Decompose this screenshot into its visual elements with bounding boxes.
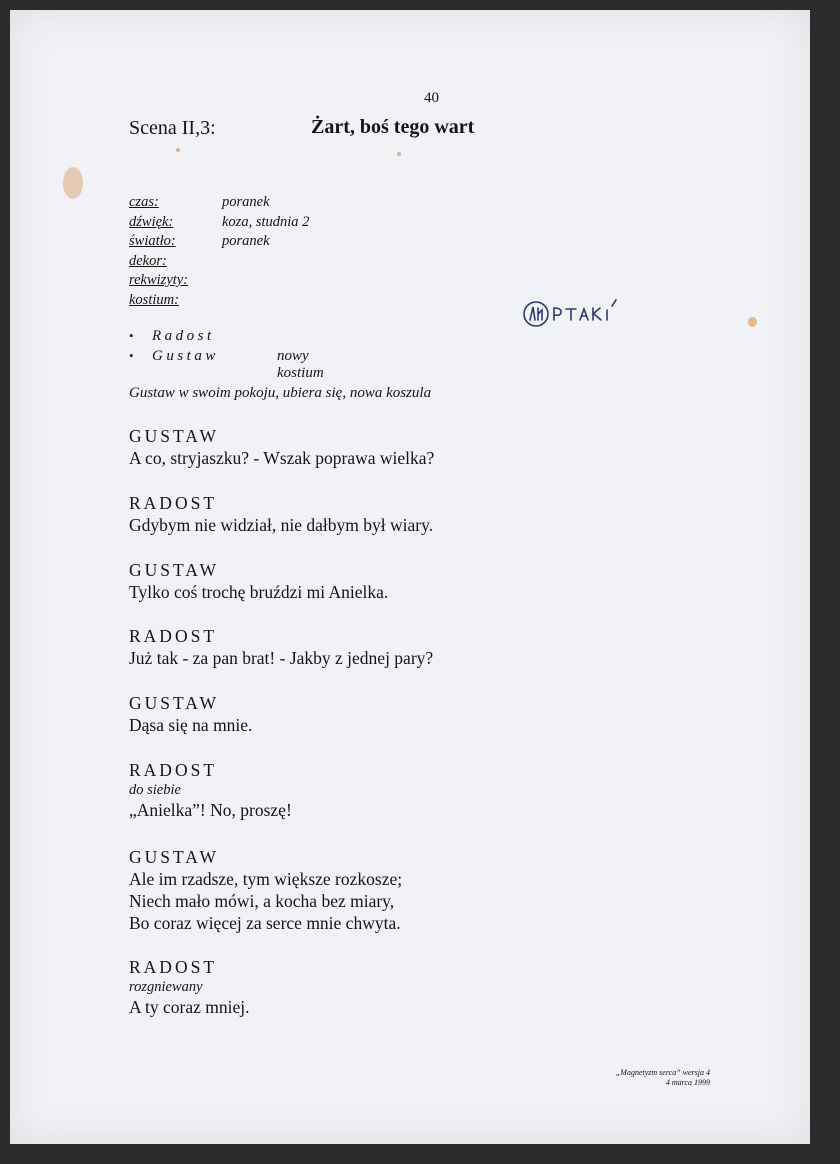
speech-block [129, 492, 433, 536]
metadata-key: rekwizyty: [129, 272, 189, 288]
speaker-direction: rozgniewany [129, 979, 203, 995]
stain-mark [176, 148, 180, 152]
stain-mark [63, 167, 83, 199]
footer-version: „Magnetyzm serca” wersja 4 [615, 1068, 710, 1077]
bullet-icon: • [129, 348, 134, 363]
dialogue-line: Ale im rzadsze, tym większe rozkosze; [129, 869, 403, 889]
metadata-key: światło: [129, 233, 176, 249]
metadata-value: poranek [222, 233, 270, 249]
scene-title: Żart, boś tego wart [311, 116, 475, 138]
speaker-name: RADOST [129, 493, 218, 513]
stain-mark [748, 317, 757, 327]
speaker-name: RADOST [129, 760, 218, 780]
speech-block [129, 692, 252, 736]
dialogue-line: Już tak - za pan brat! - Jakby z jednej pary? [129, 648, 434, 668]
speaker-name: GUSTAW [129, 847, 220, 867]
page-number: 40 [424, 90, 439, 106]
dialogue-line: Tylko coś trochę bruździ mi Anielka. [129, 582, 389, 602]
dialogue-line: Gdybym nie widział, nie dałbym był wiary. [129, 515, 434, 535]
cast-note: nowy kostium [277, 348, 324, 381]
speaker-name: RADOST [129, 626, 218, 646]
speech-block [129, 625, 433, 669]
handwritten-note [520, 298, 670, 338]
metadata-key: dźwięk: [129, 213, 174, 230]
bullet-icon: • [129, 328, 134, 343]
speech-block [129, 956, 250, 1018]
cast-name: Gustaw [152, 348, 219, 364]
dialogue-line: Bo coraz więcej za serce mnie chwyta. [129, 913, 401, 933]
speaker-name: GUSTAW [129, 426, 220, 446]
metadata-key: dekor: [129, 252, 167, 269]
dialogue-line: Dąsa się na mnie. [129, 715, 253, 735]
speech-block [129, 559, 388, 603]
stage-direction: Gustaw w swoim pokoju, ubiera się, nowa koszula [129, 385, 432, 401]
stain-mark [397, 152, 401, 156]
metadata-value: koza, studnia 2 [222, 213, 310, 230]
document-footer [610, 1068, 710, 1088]
dialogue-line: A ty coraz mniej. [129, 997, 250, 1017]
metadata-key: czas: [129, 194, 159, 210]
speech-block [129, 425, 434, 469]
script-page [10, 10, 810, 1144]
dialogue-line: A co, stryjaszku? - Wszak poprawa wielka? [129, 448, 435, 468]
speaker-name: RADOST [129, 957, 218, 977]
metadata-key: kostium: [129, 291, 179, 308]
speaker-direction: do siebie [129, 782, 181, 798]
cast-name: Radost [152, 328, 215, 344]
scene-label: Scena II,3: [129, 117, 216, 139]
speech-block [129, 846, 402, 934]
metadata-value: poranek [222, 194, 270, 210]
speaker-name: GUSTAW [129, 693, 220, 713]
speaker-name: GUSTAW [129, 560, 220, 580]
footer-date: 4 marca 1999 [665, 1078, 710, 1087]
dialogue-line: Niech mało mówi, a kocha bez miary, [129, 891, 395, 911]
speech-block [129, 759, 292, 821]
dialogue-line: „Anielka”! No, proszę! [129, 800, 292, 820]
